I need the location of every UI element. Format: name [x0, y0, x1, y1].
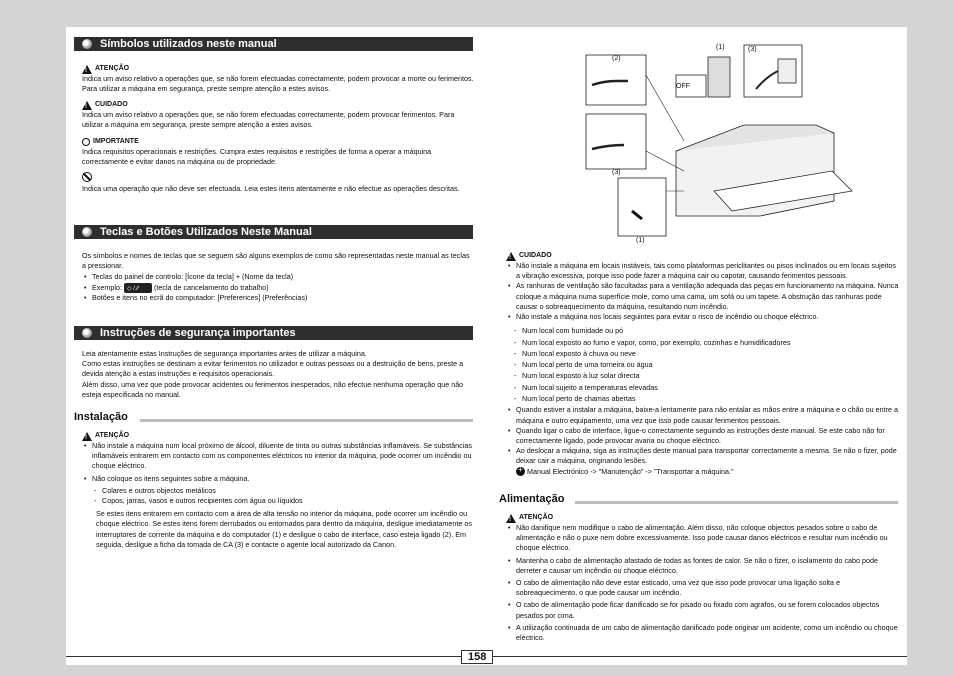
callout-label: (2) — [612, 55, 621, 62]
symbol-cuidado — [82, 100, 474, 130]
list-item: - Num local perto de chamas abertas — [512, 393, 900, 404]
instalacao-paragraph: Se estes itens entrarem em contacto com a área de alta tensão no interior da máquina, pode ocorrer um incêndio ou choque eléctrico. Se estes itens forem derrubados ou entornados para dentro da máquina, desligue imediatamente os interruptores de corrente da máquina e do computador (1) e desligue o cabo de interface, caso esteja ligado (2). Em seguida, desligue a ficha da tomada de CA (3) e contacte o agente local autorizado da Canon. — [96, 509, 472, 549]
list-item-example: • Exemplo: ◇ / ∕∕ (tecla de cancelamento do trabalho) — [82, 283, 474, 293]
list-item: • Ao deslocar a máquina, siga as instruções deste manual para transportar correctamente a mesma. Se não o fizer, pode deixar cair a máquina, originando lesões. — [506, 446, 900, 466]
label-importante: IMPORTANTE — [93, 138, 139, 145]
stop-key-icon — [124, 283, 152, 293]
section-header-symbols — [74, 37, 473, 51]
section-bullet-icon — [82, 39, 92, 49]
list-item: • Não instale a máquina num local próximo de álcool, diluente de tinta ou outras substâncias inflamáveis. Se substâncias inflamáveis entrarem em contacto com os componentes eléctricos no interior da máquina, pode ocorrer um incêndio ou choque eléctrico. — [82, 441, 474, 472]
list-item: • O cabo de alimentação pode ficar danificado se for pisado ou fixado com agrafos, ou se forem colocados objectos pesados por cima. — [506, 600, 900, 620]
installation-illustration — [584, 41, 904, 244]
callout-label: (3) — [748, 46, 757, 53]
list-item: - Num local com humidade ou pó — [512, 325, 900, 336]
list-item: • Quando estiver a instalar a máquina, baixe-a lentamente para não entalar as mãos entre a máquina e o chão ou entre a máquina e outro equipamento, uma vez que isso pode causar ferimentos pessoais. — [506, 405, 900, 425]
printer-diagram — [584, 41, 904, 237]
list-item: • Quando ligar o cabo de interface, ligue-o correctamente seguindo as instruções deste manual. Se este cabo não for correctamente ligado, pode provocar avaria ou choque eléctrico. — [506, 426, 900, 446]
list-item: - Copos, jarras, vasos e outros recipientes com água ou líquidos — [92, 496, 474, 506]
keys-intro — [82, 251, 474, 303]
symbol-proibido — [82, 172, 474, 194]
list-item: • Teclas do painel de controlo: [Ícone da tecla] + (Nome da tecla) — [82, 272, 474, 282]
page-footer — [66, 648, 907, 665]
list-item: • Não coloque os itens seguintes sobre a máquina. — [82, 474, 474, 484]
callout-label: (1) — [636, 237, 645, 244]
label-atencao: ATENÇÃO — [95, 65, 130, 72]
proibido-description: Indica uma operação que não deve ser efectuada. Leia estes itens atentamente e não efectue as operações descritas. — [82, 184, 460, 193]
warning-triangle-icon — [506, 252, 516, 261]
section-bullet-icon — [82, 328, 92, 338]
subsection-title-alimentacao: Alimentação — [499, 493, 565, 505]
safety-intro: Leia atentamente estas Instruções de segurança importantes antes de utilizar a máquina. Como estas instruções se destinam a evitar ferimentos no utilizador e outras pessoas ou a destruição de bens, preste a devida atenção a estas instruções e requisitos operacionais. Além disso, uma vez que pode provocar acidentes ou ferimentos inesperados, não efectue nenhuma operação que não esteja especificada no manual. — [82, 349, 464, 399]
prohibited-icon — [82, 172, 92, 182]
atencao-description: Indica um aviso relativo a operações que, se não forem efectuadas correctamente, podem provocar a morte ou ferimentos. Para utilizar a máquina em segurança, preste sempre atenção a estes avisos. — [82, 74, 474, 94]
instalacao-atencao: ! ATENÇÃO • Não instale a máquina num local próximo de álcool, diluente de tinta ou outras substâncias inflamáveis. Se substâncias inflamáveis entrarem em contacto com os componentes eléctricos no interior da máquina, pode ocorrer um incêndio ou choque eléctrico. • Não coloque os itens seguintes sobre a máquina. - Colares e outros objectos metálicos - Copos, jarras, vasos e outros recipientes com água ou líquidos Se estes itens entrarem em contacto com a área de alta tensão no interior da máquina, pode ocorrer um incêndio ou choque eléctrico. Se estes itens forem derrubados ou entornados para dentro da máquina, desligue imediatamente os interruptores de corrente da máquina e do computador (1) e desligue o cabo de interface, caso esteja ligado (2). Em seguida, desligue a ficha da tomada de CA (3) e contacte o agente local autorizado da Canon. — [82, 431, 474, 550]
section-header-keys — [74, 225, 473, 239]
list-item: • Não instale a máquina em locais instáveis, tais como plataformas periclitantes ou pisos inclinados ou em locais sujeitos a vibração excessiva, porque isso pode fazer a máquina cair ou capotar, causando ferimentos pessoais. — [506, 261, 900, 281]
section-title: Símbolos utilizados neste manual — [100, 38, 277, 50]
page-number: 158 — [461, 650, 493, 664]
list-item: - Num local exposto à luz solar directa — [512, 370, 900, 381]
section-header-safety — [74, 326, 473, 340]
warning-triangle-icon — [82, 65, 92, 74]
keys-intro-text: Os símbolos e nomes de teclas que se seguem são alguns exemplos de como são representadas neste manual as teclas a pressionar. — [82, 251, 470, 271]
list-item: - Num local exposto ao fumo e vapor, como, por exemplo, cozinhas e humidificadores — [512, 337, 900, 348]
warning-triangle-icon — [82, 101, 92, 110]
cuidado-description: Indica um aviso relativo a operações que, se não forem efectuadas correctamente, podem provocar ferimentos. Para utilizar a máquina em segurança, preste sempre atenção a estes avisos. — [82, 110, 455, 130]
list-item: • Mantenha o cabo de alimentação afastado de todas as fontes de calor. Se não o fizer, o isolamento do cabo pode derreter e causar um incêndio ou choque eléctrico. — [506, 556, 900, 576]
manual-reference: + Manual Electrónico -> "Manutenção" -> "Transportar a máquina." — [516, 467, 900, 477]
right-cuidado-block: ! CUIDADO • Não instale a máquina em locais instáveis, tais como plataformas periclitantes ou pisos inclinados ou em locais sujeitos a vibração excessiva, porque isso pode fazer a máquina cair ou capotar, causando ferimentos pessoais. • As ranhuras de ventilação são facultadas para a ventilação adequada das peças em funcionamento na máquina. Nunca coloque a máquina numa superfície mole, como uma cama, um sofá ou um tapete. A obstrução das ranhuras pode causar o sobreaquecimento da máquina, resultando num incêndio. • Não instale a máquina nos locais seguintes para evitar o risco de incêndio ou choque eléctrico. - Num local com humidade ou pó - Num local exposto ao fumo e vapor, como, por exemplo, cozinhas e humidificadores - Num local exposto à chuva ou neve - Num local perto de uma torneira ou água - Num local exposto à luz solar directa - Num local sujeito a temperaturas elevadas - Num local perto de chamas abertas • Quando estiver a instalar a máquina, baixe-a lentamente para não entalar as mãos entre a máquina e o chão ou entre a máquina e outro equipamento, uma vez que isso pode causar ferimentos pessoais. • Quando ligar o cabo de interface, ligue-o correctamente seguindo as instruções deste manual. Se este cabo não for correctamente ligado, pode provocar avaria ou choque eléctrico. • Ao deslocar a máquina, siga as instruções deste manual para transportar correctamente a mesma. Se não o fizer, pode deixar cair a máquina, originando lesões. + Manual Electrónico -> "Manutenção" -> "Transportar a máquina." — [506, 251, 900, 477]
section-bullet-icon — [82, 227, 92, 237]
subsection-rule — [140, 419, 473, 422]
importante-description: Indica requisitos operacionais e restrições. Cumpra estes requisitos e restrições de forma a operar a máquina correctamente e evitar danos na máquina ou de propriedade. — [82, 147, 432, 167]
warning-triangle-icon — [506, 514, 516, 523]
list-item: • Não danifique nem modifique o cabo de alimentação. Além disso, não coloque objectos pesados sobre o cabo de alimentação e não o puxe nem dobre excessivamente. Isso pode causar danos eléctricos e resultar num incêndio ou choque eléctrico. — [506, 523, 900, 554]
list-item: • Botões e itens no ecrã do computador: [Preferences] (Preferências) — [82, 293, 474, 303]
subsection-rule — [575, 501, 898, 504]
list-item: • Não instale a máquina nos locais seguintes para evitar o risco de incêndio ou choque eléctrico. — [506, 312, 900, 322]
callout-label: (1) — [716, 44, 725, 51]
manual-page — [66, 27, 907, 648]
symbol-atencao — [82, 64, 474, 94]
callout-label: (3) — [612, 169, 621, 176]
section-title: Instruções de segurança importantes — [100, 327, 296, 339]
section-title: Teclas e Botões Utilizados Neste Manual — [100, 226, 312, 238]
list-item: • A utilização continuada de um cabo de alimentação danificado pode originar um acidente, como um incêndio ou choque eléctrico. — [506, 623, 900, 643]
list-item: • As ranhuras de ventilação são facultadas para a ventilação adequada das peças em funcionamento na máquina. Nunca coloque a máquina numa superfície mole, como uma cama, um sofá ou um tapete. A obstrução das ranhuras pode causar o sobreaquecimento da máquina, resultando num incêndio. — [506, 281, 900, 312]
list-item: - Num local exposto à chuva ou neve — [512, 348, 900, 359]
list-item: - Colares e outros objectos metálicos — [92, 486, 474, 496]
manual-link-icon — [516, 467, 525, 476]
subsection-title-instalacao: Instalação — [74, 411, 128, 423]
off-label: OFF — [676, 83, 690, 90]
important-icon — [82, 138, 90, 146]
symbol-importante — [82, 137, 474, 167]
alimentacao-atencao: ! ATENÇÃO • Não danifique nem modifique o cabo de alimentação. Além disso, não coloque objectos pesados sobre o cabo de alimentação e não o puxe nem dobre excessivamente. Isso pode causar danos eléctricos e resultar num incêndio ou choque eléctrico. • Mantenha o cabo de alimentação afastado de todas as fontes de calor. Se não o fizer, o isolamento do cabo pode derreter e causar um incêndio ou choque eléctrico. • O cabo de alimentação não deve estar esticado, uma vez que isso pode provocar uma ligação solta e sobreaquecimento, o que pode causar um incêndio. • O cabo de alimentação pode ficar danificado se for pisado ou fixado com agrafos, ou se forem colocados objectos pesados por cima. • A utilização continuada de um cabo de alimentação danificado pode originar um acidente, como um incêndio ou choque eléctrico. — [506, 513, 900, 643]
label-cuidado: CUIDADO — [95, 101, 128, 108]
list-item: - Num local sujeito a temperaturas elevadas — [512, 382, 900, 393]
list-item: - Num local perto de uma torneira ou água — [512, 359, 900, 370]
warning-triangle-icon — [82, 432, 92, 441]
list-item: • O cabo de alimentação não deve estar esticado, uma vez que isso pode provocar uma ligação solta e sobreaquecimento, o que pode causar um incêndio. — [506, 578, 900, 598]
